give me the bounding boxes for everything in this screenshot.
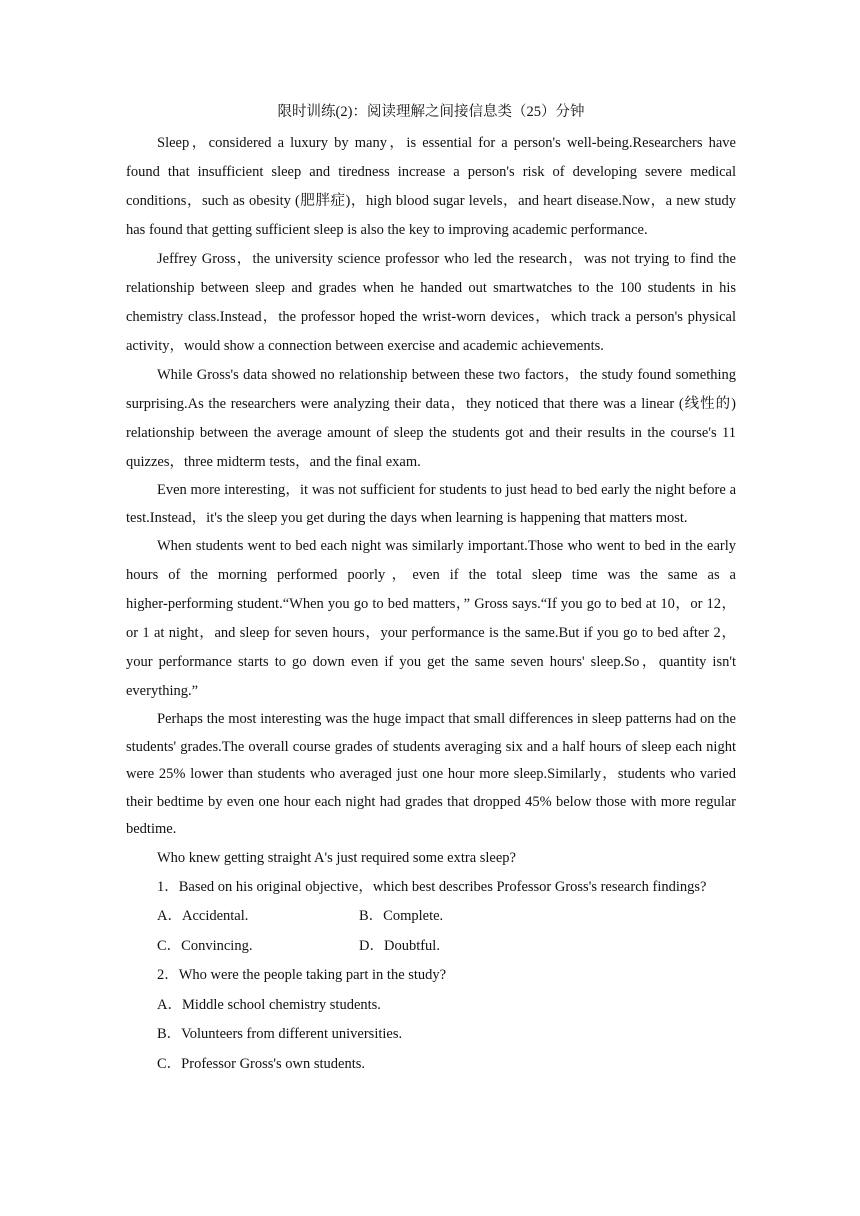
question-2-option-a: A．Middle school chemistry students.: [157, 996, 381, 1013]
paragraph-4: Even more interesting，it was not sufficient for students to just head to bed early the night before a test.Instead，it's the sleep you get during the days when learning is happening that matters most.: [126, 482, 736, 526]
question-1-stem: 1．Based on his original objective，which best describes Professor Gross's research findings?: [157, 878, 707, 895]
paragraph-5: When students went to bed each night was similarly important.Those who went to bed in the early hours of the morning performed poorly，even if the total sleep time was the same as a higher‑performing student.“When you go to bed matters，” Gross says.“If you go to bed at 10，or 12，or 1 at night，and sleep for seven hours，your performance is the same.But if you go to bed after 2，your performance starts to go down even if you get the same seven hours' sleep.So，quantity isn't everything.”: [126, 538, 736, 699]
question-2-option-b: B．Volunteers from different universities.: [157, 1026, 403, 1042]
paragraph-6: Perhaps the most interesting was the huge impact that small differences in sleep patterns had on the students' grades.The overall course grades of students averaging six and a half hours of sleep each night were 25% lower than students who averaged just one hour more sleep.Similarly，students who varied their bedtime by even one hour each night had grades that dropped 45% below those with more regular bedtime.: [126, 711, 736, 837]
paragraph-1: Sleep，considered a luxury by many，is essential for a person's well‑being.Researchers have found that insufficient sleep and tiredness increase a person's risk of developing severe medical conditions，such as obesity (肥胖症)，high blood sugar levels，and heart disease.Now，a new study has found that getting sufficient sleep is also the key to improving academic performance.: [126, 135, 736, 238]
question-2-option-c: C．Professor Gross's own students.: [157, 1055, 366, 1072]
page-title: 限时训练(2)：阅读理解之间接信息类（25）分钟: [277, 104, 585, 120]
question-1-options-row-1: [126, 902, 736, 932]
question-2-stem: 2．Who were the people taking part in the study?: [157, 967, 447, 983]
document-page: [126, 103, 736, 1079]
question-1-option-d: D．Doubtful.: [359, 937, 440, 954]
paragraph-2: Jeffrey Gross，the university science professor who led the research，was not trying to find the relationship between sleep and grades when he handed out smartwatches to the 100 students in his chemistry class.Instead，the professor hoped the wrist‑worn devices，which track a person's physical activity，would show a connection between exercise and academic achievements.: [126, 251, 736, 354]
question-1-options-row-2: [126, 932, 736, 962]
closing-line: Who knew getting straight A's just required some extra sleep?: [157, 849, 516, 866]
question-1-option-a: A．Accidental.: [157, 908, 249, 924]
question-1-option-c: C．Convincing.: [157, 937, 253, 954]
paragraph-3: While Gross's data showed no relationship between these two factors，the study found something surprising.As the researchers were analyzing their data，they noticed that there was a linear (线性的) relationship between the average amount of sleep the students got and their results in the course's 11 quizzes，three midterm tests，and the final exam.: [126, 367, 736, 470]
question-1-option-b: B．Complete.: [359, 908, 444, 924]
